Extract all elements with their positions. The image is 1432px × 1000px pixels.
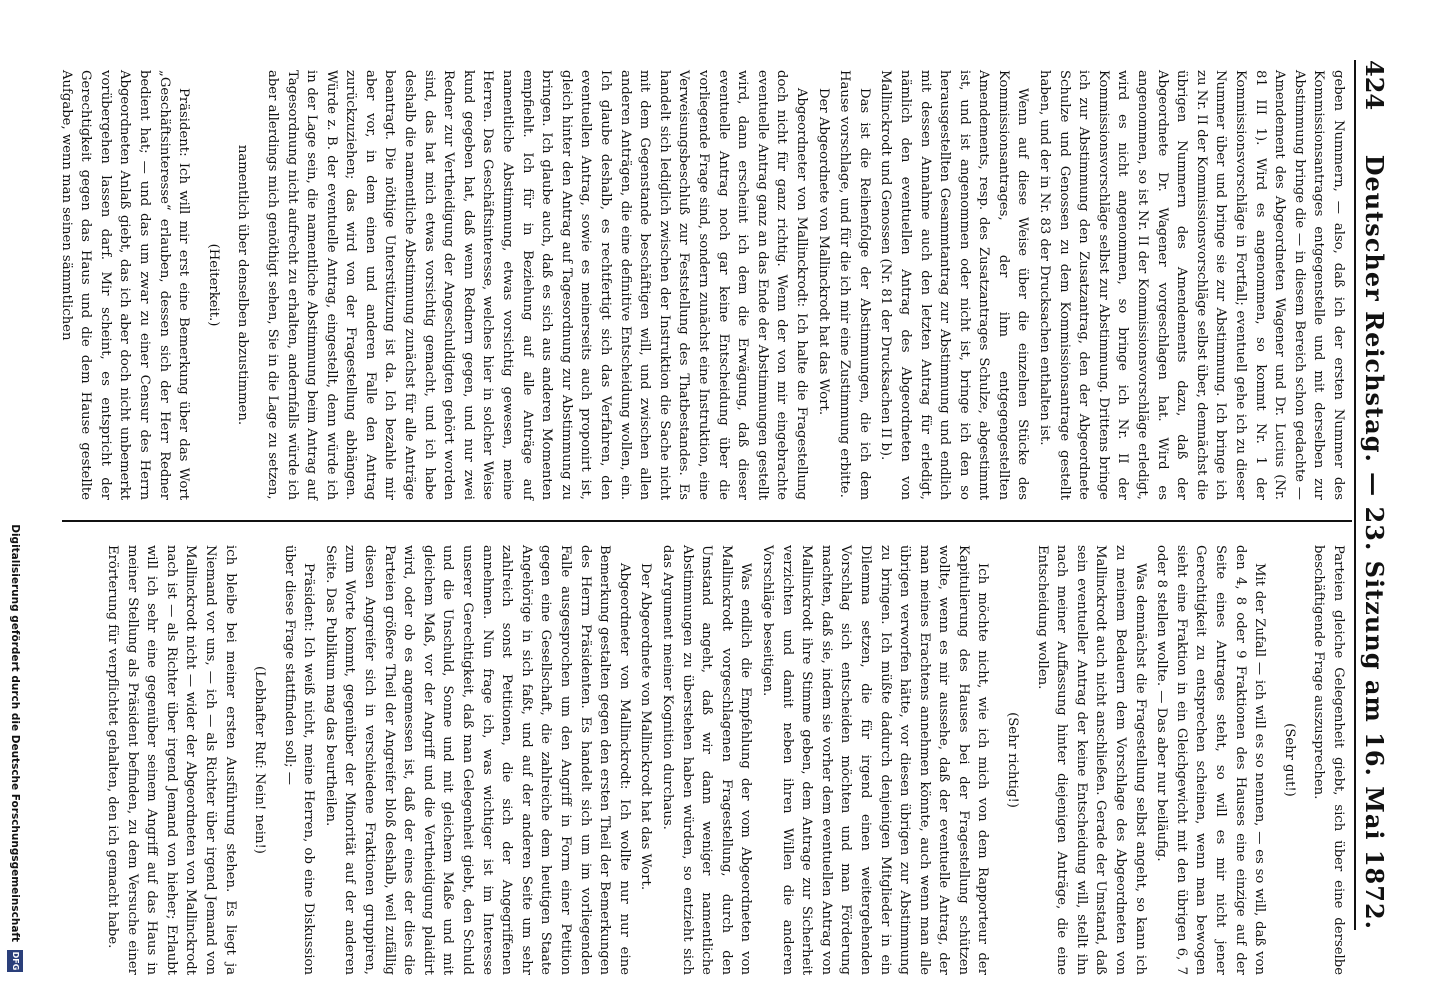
- interjection: (Sehr richtig!): [1005, 712, 1021, 808]
- paragraph: Parteien gleiche Gelegenheit giebt, sich über eine derselbe beschäftigende Frage auszusprechen.: [1311, 545, 1346, 975]
- paragraph: geben Nummern, — also, daß ich der ersten Nummer des Kommissionsantrages entgegenstelle und mit derselben zur Abstimmung bringe die — in diesem Bereich schon gedachte — Amendement des Abgeordneten Wagener und Dr. Lucius (Nr. 81 III 1). Wird es angenommen, so kommt Nr. 1 der Kommissionsvorschläge in Fortfall; eventuell gehe ich zu dieser Nummer über und bringe sie zur Abstimmung. Ich bringe ich zu Nr. II der Kommissionsvorschläge selbst über, demnächst die übrigen Nummern des Amendements dazu, daß der Abgeordnete Dr. Wagener vorgeschlagen hat. Wird es angenommen, so ist Nr. II der Kommissionsvorschläge erledigt, wird es nicht angenommen, so bringe ich Nr. II der Kommissionsvorschläge selbst zur Abstimmung. Drittens bringe ich zur Abstimmung den Zusatzantrag, den der Abgeordnete Schulze und Genossen zu dem Kommissionsantrage gestellt haben, und der in Nr. 83 der Drucksachen enthalten ist.: [1037, 70, 1346, 500]
- footer-text: Digitalisierung gefördert durch die Deutsche Forschungsgemeinschaft: [9, 524, 21, 942]
- paragraph: Das ist die Reihenfolge der Abstimmungen, die ich dem Hause vorschlage, und für die ich mir eine Zustimmung erbitte.: [837, 70, 872, 500]
- column-divider: [62, 520, 1352, 522]
- paragraph: Was endlich die Empfehlung der vom Abgeordneten von Mallinckrodt vorgeschlagenen Fragestellung, durch den Umstand angeht, daß wir dann weniger namentliche Abstimmungen zu überstehen haben würden, so entzieht sich das Argument meiner Kognition durchaus.: [660, 545, 754, 975]
- right-column: [100, 545, 1348, 975]
- president-paragraph: Präsident: Ich weiß nicht, meine Herren, ob eine Diskussion über diese Frage stattfinden soll; —: [281, 545, 317, 975]
- interjection: (Sehr gut!): [1281, 723, 1297, 797]
- digitization-footer: [4, 32, 26, 972]
- paragraph: Ich möchte nicht, wie ich mich von dem Rapporteur der Kapitulierung des Hauses bei der Fragestellung schützen wollte, wenn es mir aussehe, daß der eventuelle Antrag, der man meines Erachtens annehmen könnte, auch wenn man alle übrigen verworfen hätte, vor diesen übrigen zur Abstimmung zu bringen. Ich müßte dadurch denjenigen Mitglieder in ein Dilemma setzen, die für irgend einen weitergehenden Vorschlag sich entscheiden möchten und man Förderung machten, daß sie, indem sie vorher dem eventuellen Antrag von Mallinckrodt ihre Stimme geben, dem Antrage zur Sicherheit verzichten und damit neben ihren Willen die anderen Vorschläge beseitigen.: [759, 545, 991, 975]
- president-paragraph: Präsident: Ich will mir erst eine Bemerkung über das Wort „Geschäftsinteresse“ erlauben, dessen sich der Herr Redner bedient hat; — und das um zwar zu einer Censur des Herrn Abgeordneten Anlaß giebt, das ich aber doch nicht unbemerkt vorübergehen lassen darf. Mir scheint, es entspricht der Gerechtigkeit gegen das Haus und die dem Hause gestellte Aufgabe, wenn man seinen sämmtlichen: [58, 70, 192, 500]
- paragraph: ich bleibe bei meiner ersten Ausführung stehen. Es liegt ja Niemand vor uns, — ich — als Richter über irgend Jemand von Mallinckrodt nicht — wider der Abgeordneten von Mallinckrodt nach ist — als Richter über irgend Jemand von hieher; Erlaubt will ich sehr eine gegenüber seinem Angriff auf das Haus in meiner Stellung als Präsident befinden, zu dem Versuche einer Erörterung für verpflichtet gehalten, den ich gemacht habe.: [104, 545, 238, 975]
- speaker-paragraph: Abgeordneter von Mallinckrodt: Ich wollte nur nur eine Bemerkung gestalten gegen den ersten Theil der Bemerkungen des Herrn Präsidenten. Es handelt sich um im vorliegenden Falle ausgesprochen um den Angriff in Form einer Petition gegen eine Gesellschaft, die zahlreiche dem heutigen Staate Angehörige in sich faßt, und auf der anderen Seite um sehr zahlreich sonst Petitionen, die sich der Angegriffenen annehmen. Nun frage ich, was wichtiger ist im Interesse unserer Gerechtigkeit, daß man Gelegenheit giebt, den Schuld und die Unschuld, Sonne und mit gleichem Maße und mit gleichem Maß, vor der Angriff und die Vertheidigung plaidirt wird, oder ob es angemessen ist, daß der eines der dies die Parteien größere Theil der Angreifer bloß deshalb, weil zufällig diesen Angreifer sich in verschiedene Fraktionen gruppiren, zum Worte kommt, gegenüber der Minorität auf der anderen Seite. Das Publikum mag das beurtheilen.: [322, 545, 632, 975]
- paragraph: Der Abgeordnete von Mallinckrodt hat das Wort.: [638, 563, 654, 891]
- dfg-logo-icon: DFG: [7, 950, 23, 972]
- paragraph: Mit der Zufall — ich will es so nennen, — es so will, daß von den 4, 8 oder 9 Fraktionen des Hauses eine einzige auf der Seite eines Antrages steht, so will es mir nicht jener Gerechtigkeit zu entsprechen scheinen, wenn man bewogen sieht eine Fraktion in ein Gleichgewicht mit den übrigen 6, 7 oder 8 stellen wollte. — Das aber nur beiläufig.: [1154, 545, 1268, 975]
- interjection: (Heiterkeit.): [205, 243, 221, 327]
- page-number: 424: [1360, 60, 1389, 111]
- interjection: (Lebhafter Ruf: Nein! nein!): [252, 666, 268, 854]
- paragraph: Wenn auf diese Weise über die einzelnen Stücke des Kommissionsantrages, der ihm entgegengestellten Amendements, resp. des Zusatzantrages Schulze, abgestimmt ist, und ist angenommen oder nicht ist, bringe ich den so herausgestellten Gesammtantrag zur Abstimmung und endlich mit dessen Annahme auch den letzten Antrag für erledigt, nämlich den eventuellen Antrag des Abgeordneten von Mallinckrodt und Genossen (Nr. 81 der Drucksachen II b).: [878, 70, 1031, 500]
- page-header: [1360, 60, 1394, 930]
- speaker-paragraph: Abgeordneter von Mallinckrodt: Ich halte die Fragestellung doch nicht für ganz richtig. Wenn der von mir eingebrachte eventuelle Antrag ganz an das Ende der Abstimmungen gestellt wird, dann erscheint ich dem die Erwägung, daß dieser eventuelle Antrag noch gar keine Entscheidung über die vorliegende Frage sind, sondern zunächst eine Instruktion, eine Verweisungsbeschluß zur Feststellung des Thatbestandes. Es handelt sich lediglich zwischen der Instruktion die Sache nicht mit dem Gegenstande beschäftigen will, und zwischen allen anderen Anträgen, die eine definitive Entscheidung wollen, ein. Ich glaube deshalb, es rechtfertigt sich das Verfahren, den eventuellen Antrag, sowie es meinerseits auch proponirt ist, gleich hinter den Antrag auf Tagesordnung zur Abstimmung zu bringen. Ich glaube auch, daß es sich aus anderen Momenten empfiehlt. Ich für in Beziehung auf alle Anträge auf namentliche Abstimmung, etwas vorsichtig gewesen, meine Herren. Das Geschäftsinteresse, welches hier in solcher Weise kund gegeben hat, daß wenn Rednern gegen, und nur zwei Redner zur Vertheidigung der Angeschuldigten gehört worden sind, das hat mich etwas vorsichtig gemacht, und ich habe deshalb die namentliche Abstimmung zunächst für alle Anträge beantragt. Die nöthige Unterstützung ist da. Ich bezahle mir aber vor, in dem einen und anderen Falle den Antrag zurückzuziehen; das wird von der Fragestellung abhängen. Würde z. B. der eventuelle Antrag, eingestellt, denn würde ich in der Lage sein, die namentliche Abstimmung beim Antrag auf Tagesordnung nicht aufrecht zu erhalten, andernfalls würde ich aber allerdings mich genöthigt sehen, Sie in die Lage zu setzen,: [264, 70, 809, 500]
- header-rule: [1354, 60, 1356, 930]
- paragraph: Der Abgeordnete von Mallinckrodt hat das Wort.: [815, 88, 831, 416]
- running-title: Deutscher Reichstag. — 23. Sitzung am 16. Mai 1872.: [1360, 154, 1389, 930]
- paragraph: Was demnächst die Fragestellung selbst angeht, so kann ich zu meinem Bedauern dem Vorschlage des Abgeordneten von Mallinckrodt auch nicht anschließen. Gerade der Umstand, daß sein eventueller Antrag der keine Entscheidung will, stellt ihn nach meiner Auffassung hinter diejenigen Anträge, die eine Entscheidung wollen.: [1034, 545, 1148, 975]
- closing-line: namentlich über denselben abzustimmen.: [235, 144, 251, 426]
- left-column: [54, 70, 1348, 500]
